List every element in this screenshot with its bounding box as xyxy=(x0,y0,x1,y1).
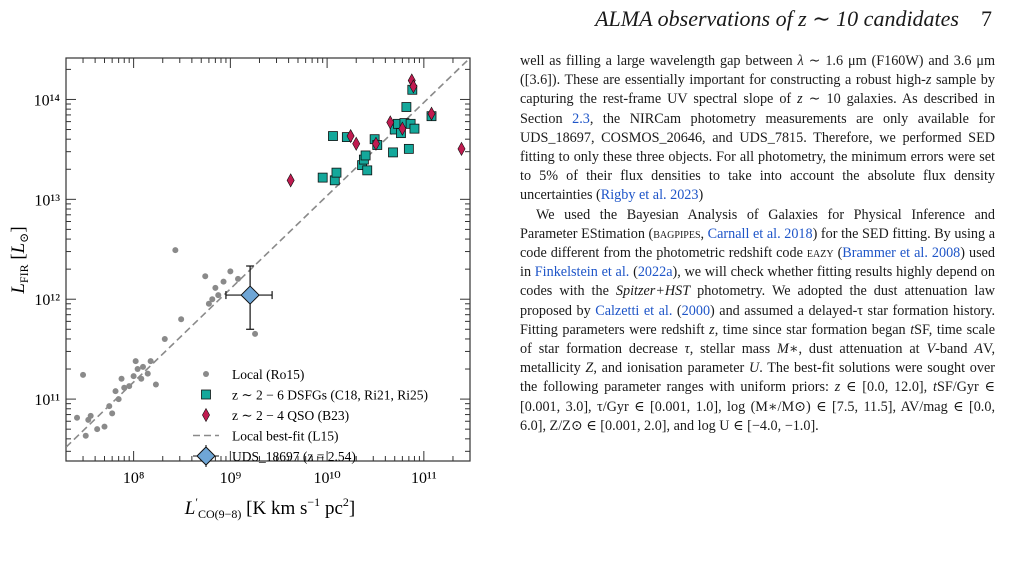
legend-label: UDS_18697 (z = 2.54) xyxy=(232,449,356,464)
y-tick-label: 10¹⁴ xyxy=(33,92,60,110)
x-axis-label: $L'_{CO(9-8)}$ [K km $s^{-1}$ $pc^2$] xyxy=(184,495,356,521)
text-run: ∼ 1.6 μm (F160W) and 3.6 μm ([3.6]). These are essentially important for constructing a robust high- xyxy=(520,53,995,89)
legend-swatch xyxy=(202,409,209,422)
text-run: ∼ 10 galaxies. As described in Section xyxy=(520,91,995,127)
text-run: t xyxy=(910,321,915,338)
legend-swatch xyxy=(202,390,211,399)
text-run: U xyxy=(748,360,760,377)
text-run: SF/Gyr ∈ [0.001, 3.0], τ/Gyr ∈ [0.001, 1.0], log (M∗/M⊙) ∈ [7.5, 11.5], AV/mag ∈ [0.0, 6.0], Z/Z⊙ ∈ [0.001, 2.0], and log U ∈ [−4.0, −1.0]. xyxy=(520,379,996,434)
local-point xyxy=(148,358,154,364)
text-run: z xyxy=(925,72,932,89)
text-run: photometry. We adopted the dust attenuation law proposed by xyxy=(520,283,996,319)
text-run: z xyxy=(797,91,803,108)
plot-area xyxy=(34,58,470,487)
x-tick-label: 10¹¹ xyxy=(411,470,437,487)
paragraph-sed-photometry xyxy=(520,52,995,206)
text-run: well as filling a large wavelength gap between xyxy=(520,53,798,69)
text-run: , stellar mass xyxy=(689,341,777,358)
text-run: V xyxy=(926,341,936,358)
local-point xyxy=(131,373,137,379)
local-point xyxy=(113,388,119,394)
citation-link[interactable]: 2022a xyxy=(637,264,673,281)
text-run: ( xyxy=(833,245,843,262)
text-run: ∈ [0.0, 12.0], xyxy=(840,379,933,396)
uds-18697-point xyxy=(241,286,259,304)
local-point xyxy=(227,268,233,274)
text-run: V, metallicity xyxy=(520,341,995,377)
text-run: , and ionisation parameter xyxy=(593,360,749,377)
text-run: τ xyxy=(684,341,690,358)
legend-label: z ∼ 2 − 4 QSO (B23) xyxy=(232,408,350,423)
local-point xyxy=(235,276,241,282)
local-point xyxy=(109,410,115,416)
scatter-chart xyxy=(0,40,510,530)
qso-point xyxy=(287,174,294,187)
dsfg-point xyxy=(318,173,327,182)
text-run: ∗, dust attenuation at xyxy=(788,341,927,358)
legend-swatch xyxy=(203,371,209,377)
body-text-column xyxy=(520,52,995,436)
citation-link[interactable]: Finkelstein et al. xyxy=(534,264,630,281)
text-run: t xyxy=(932,379,937,396)
local-point xyxy=(74,415,80,421)
text-run: z xyxy=(709,321,715,338)
y-tick-label: 10¹³ xyxy=(34,192,60,210)
text-run: ) used in xyxy=(520,245,995,281)
text-run: λ xyxy=(797,53,804,69)
local-point xyxy=(140,364,146,370)
paragraph-bagpipes-fitting xyxy=(520,206,995,436)
text-run: We used the Bayesian Analysis of Galaxies for Physical Inference and Parameter EStimation ( xyxy=(520,206,995,242)
text-run: , the NIRCam photometry measurements are only available for UDS_18697, COSMOS_20646, and UDS_7815. Therefore, we performed SED fitting to only these three objects. For all photometry, the minimum errors were set to 5% of their flux densities to take into account the absolute flux density uncertainties ( xyxy=(520,110,995,204)
dsfg-point xyxy=(361,151,370,160)
local-point xyxy=(153,381,159,387)
citation-link[interactable]: Brammer et al. 2008 xyxy=(842,245,961,262)
x-tick-label: 10⁸ xyxy=(122,470,145,487)
legend-label: Local best-fit (L15) xyxy=(232,428,339,444)
dsfg-point xyxy=(328,132,337,141)
legend-label: Local (Ro15) xyxy=(232,367,305,382)
citation-link[interactable]: Carnall et al. 2018 xyxy=(707,225,813,242)
local-point xyxy=(145,371,151,377)
dsfg-point xyxy=(402,103,411,112)
text-run: ) for the SED fitting. By using a code different from the photometric redshift code xyxy=(520,225,995,262)
text-run: ) xyxy=(698,187,704,204)
legend-label: z ∼ 2 − 6 DSFGs (C18, Ri21, Ri25) xyxy=(232,387,428,403)
local-point xyxy=(94,426,100,432)
text-run: z xyxy=(834,379,841,396)
text-run: SF, time scale of star formation decrease xyxy=(520,321,995,358)
local-point xyxy=(209,296,215,302)
local-point xyxy=(116,396,122,402)
y-tick-label: 10¹² xyxy=(34,292,60,310)
local-point xyxy=(178,316,184,322)
dsfg-point xyxy=(404,144,413,153)
text-run: eazy xyxy=(806,245,834,262)
citation-link[interactable]: 2.3 xyxy=(572,110,590,127)
local-point xyxy=(80,372,86,378)
dsfg-point xyxy=(410,124,419,133)
x-tick-label: 10¹⁰ xyxy=(313,470,341,487)
legend xyxy=(193,367,428,467)
local-point xyxy=(106,403,112,409)
local-point xyxy=(88,413,94,419)
text-run: ) and assumed a delayed-τ star formation history. Fitting parameters were redshift xyxy=(520,302,995,338)
local-point xyxy=(212,285,218,291)
running-title: ALMA observations of z ∼ 10 candidates xyxy=(595,6,959,31)
dsfg-point xyxy=(363,166,372,175)
citation-link[interactable]: Rigby et al. 2023 xyxy=(600,187,699,204)
x-tick-label: 10⁹ xyxy=(219,470,242,487)
legend-swatch-uds xyxy=(197,447,215,465)
text-run: Z xyxy=(585,360,594,377)
page-header xyxy=(595,6,992,32)
text-run: ( xyxy=(672,302,682,319)
citation-link[interactable]: Calzetti et al. xyxy=(595,302,673,319)
qso-point xyxy=(353,137,360,150)
figure-panel xyxy=(0,40,510,535)
dsfg-point xyxy=(389,148,398,157)
qso-point xyxy=(458,142,465,155)
local-point xyxy=(215,292,221,298)
text-run: ), we will check whether fitting results highly depend on codes with the xyxy=(520,264,995,300)
local-point xyxy=(101,424,107,430)
text-run: bagpipes xyxy=(653,225,701,242)
text-run: sample by capturing the rest-frame UV spectral slope of xyxy=(520,72,995,108)
text-run: A xyxy=(974,341,984,358)
local-point xyxy=(119,376,125,382)
local-point xyxy=(138,376,144,382)
y-axis-label: $L_{FIR}$ $[L_⊙]$ xyxy=(8,226,31,294)
local-point xyxy=(252,331,258,337)
text-run: , time since star formation began xyxy=(714,321,911,338)
dsfg-point xyxy=(332,168,341,177)
local-point xyxy=(135,366,141,372)
local-point xyxy=(202,273,208,279)
text-run: Spitzer+HST xyxy=(615,283,691,300)
text-run: . The best-fit solutions were sought over the following parameter ranges with uniform priors: xyxy=(520,360,996,396)
text-run: M xyxy=(776,341,789,358)
y-tick-label: 10¹¹ xyxy=(34,392,60,410)
page-number: 7 xyxy=(981,6,992,31)
local-point xyxy=(133,358,139,364)
local-point xyxy=(162,336,168,342)
text-run: , xyxy=(700,225,708,242)
text-run: -band xyxy=(935,341,975,358)
citation-link[interactable]: 2000 xyxy=(681,302,711,319)
text-run: ( xyxy=(629,264,638,281)
local-point xyxy=(83,433,89,439)
local-point xyxy=(172,247,178,253)
local-point xyxy=(221,279,227,285)
local-point xyxy=(126,383,132,389)
